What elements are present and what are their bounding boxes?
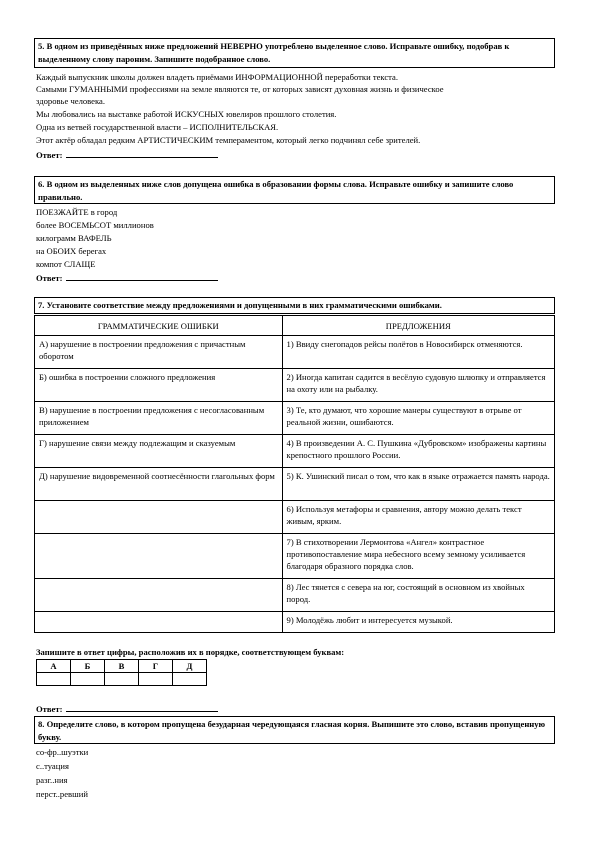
task7-error-cell	[35, 612, 283, 633]
task7-error-cell: А) нарушение в построении предложения с причастным оборотом	[35, 336, 283, 369]
task6-line: более ВОСЕМЬСОТ миллионов	[36, 220, 154, 230]
letter-v-header: В	[105, 660, 139, 673]
task7-header-box	[34, 297, 555, 314]
task5-line: Одна из ветвей государственной власти – ИСПОЛНИТЕЛЬСКАЯ.	[36, 122, 279, 132]
task7-error-cell	[35, 501, 283, 534]
task7-sentence-cell: 8) Лес тянется с севера на юг, состоящий в основном из хвойных пород.	[282, 579, 554, 612]
letter-b-header: Б	[71, 660, 105, 673]
task6-line: килограмм ВАФЕЛЬ	[36, 233, 112, 243]
task8-option: разг..ния	[36, 775, 68, 785]
task5-line: Каждый выпускник школы должен владеть приёмами ИНФОРМАЦИОННОЙ переработки текста.	[36, 72, 398, 82]
task7-col-sentences: ПРЕДЛОЖЕНИЯ	[282, 316, 554, 336]
task8-option: с..туация	[36, 761, 69, 771]
task6-answer-label: Ответ:	[36, 273, 63, 283]
task6-line: ПОЕЗЖАЙТЕ в город	[36, 207, 118, 217]
task7-answer-label: Ответ:	[36, 704, 63, 714]
task7-table	[34, 315, 555, 633]
task7-answer	[36, 702, 218, 715]
letter-v-answer-cell[interactable]	[105, 673, 139, 686]
task5-header-box	[34, 38, 555, 68]
task6-header: 6. В одном из выделенных ниже слов допущена ошибка в образовании формы слова. Исправьте ошибку и запишите слово правильно.	[38, 179, 514, 202]
task5-answer-label: Ответ:	[36, 150, 63, 160]
task5-line: Мы любовались на выставке работой ИСКУСНЫХ ювелиров прошлого столетия.	[36, 109, 337, 119]
task5-answer-field[interactable]	[66, 148, 218, 158]
task6-answer-field[interactable]	[66, 271, 218, 281]
task8-header-box	[34, 716, 555, 744]
letter-a-answer-cell[interactable]	[37, 673, 71, 686]
task7-header: 7. Установите соответствие между предложениями и допущенными в них грамматическими ошибками.	[38, 300, 442, 310]
task5-header: 5. В одном из приведённых ниже предложений НЕВЕРНО употреблено выделенное слово. Исправьте ошибку, подобрав к выделенному слову пароним. Запишите подобранное слово.	[38, 41, 510, 64]
task7-error-cell: Д) нарушение видовременной соотнесённости глагольных форм	[35, 468, 283, 501]
task7-sentence-cell: 3) Те, кто думают, что хорошие манеры существуют в отрыве от реальной жизни, ошибаются.	[282, 402, 554, 435]
task7-error-cell	[35, 534, 283, 579]
task7-sentence-cell: 7) В стихотворении Лермонтова «Ангел» контрастное противопоставление мира небесного всему земному усиливается благодаря образного порядка слов.	[282, 534, 554, 579]
task8-option: со-фр..шуэтки	[36, 747, 89, 757]
letter-a-header: А	[37, 660, 71, 673]
letter-d-answer-cell[interactable]	[173, 673, 207, 686]
letter-g-header: Г	[139, 660, 173, 673]
task8-option: перст..ревший	[36, 789, 88, 799]
task7-sentence-cell: 4) В произведении А. С. Пушкина «Дубровском» изображены картины крепостного прошлого России.	[282, 435, 554, 468]
task7-error-cell: Г) нарушение связи между подлежащим и сказуемым	[35, 435, 283, 468]
task5-line: здоровье человека.	[36, 96, 105, 106]
letter-d-header: Д	[173, 660, 207, 673]
task6-line: компот СЛАЩЕ	[36, 259, 96, 269]
task8-header: 8. Определите слово, в котором пропущена безударная чередующаяся гласная корня. Выпишите это слово, вставив пропущенную букву.	[38, 719, 546, 742]
task6-answer	[36, 271, 218, 284]
task6-line: на ОБОИХ берегах	[36, 246, 107, 256]
task7-sentence-cell: 5) К. Ушинский писал о том, что как в языке отражается память народа.	[282, 468, 554, 501]
task7-sentence-cell: 9) Молодёжь любит и интересуется музыкой.	[282, 612, 554, 633]
task7-answer-field[interactable]	[66, 702, 218, 712]
task5-line: Этот актёр обладал редким АРТИСТИЧЕСКИМ темпераментом, который легко подчинял себе зрителей.	[36, 135, 421, 145]
task7-error-cell: Б) ошибка в построении сложного предложения	[35, 369, 283, 402]
task7-sentence-cell: 1) Ввиду снегопадов рейсы полётов в Новосибирск отменяются.	[282, 336, 554, 369]
task7-col-errors: ГРАММАТИЧЕСКИЕ ОШИБКИ	[35, 316, 283, 336]
letter-b-answer-cell[interactable]	[71, 673, 105, 686]
task7-error-cell: В) нарушение в построении предложения с несогласованным приложением	[35, 402, 283, 435]
task7-instruction: Запишите в ответ цифры, расположив их в порядке, соответствующем буквам:	[36, 647, 345, 657]
task5-answer	[36, 148, 218, 161]
task7-answer-grid	[36, 659, 207, 686]
task5-line: Самыми ГУМАННЫМИ профессиями на земле являются те, от которых зависят духовная жизнь и физическое	[36, 84, 444, 94]
task7-sentence-cell: 6) Используя метафоры и сравнения, автору можно делать текст живым, ярким.	[282, 501, 554, 534]
letter-g-answer-cell[interactable]	[139, 673, 173, 686]
task6-header-box	[34, 176, 555, 204]
task7-sentence-cell: 2) Иногда капитан садится в весёлую судовую шлюпку и отправляется на охоту или на рыбалку.	[282, 369, 554, 402]
task7-error-cell	[35, 579, 283, 612]
